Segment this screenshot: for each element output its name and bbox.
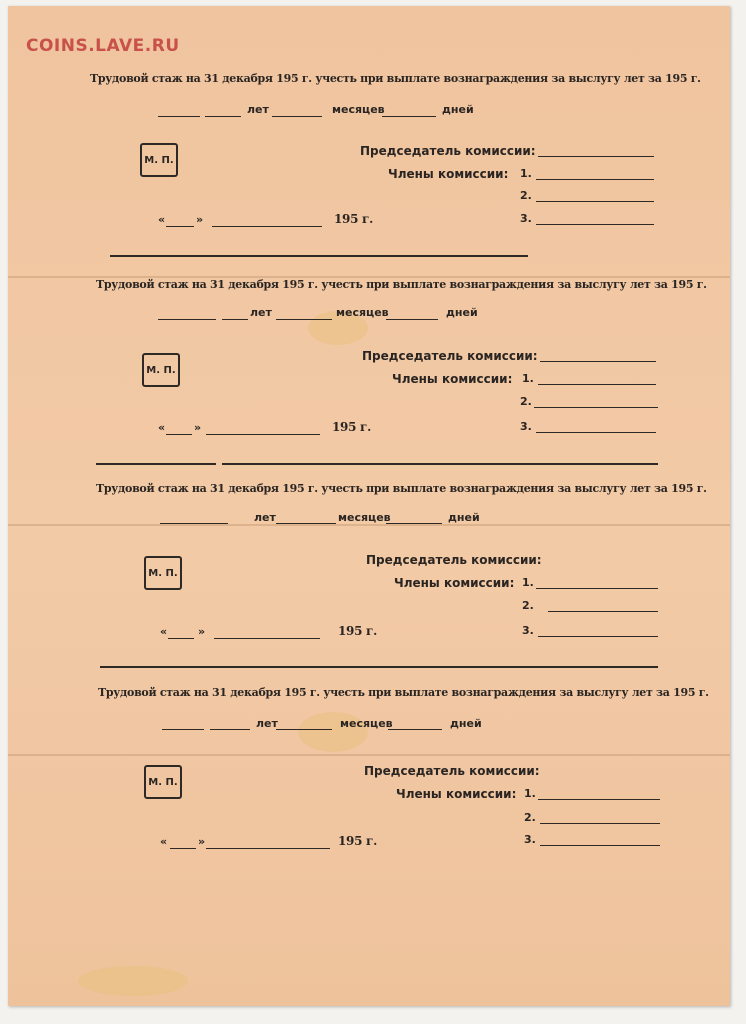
seniority-text: Трудовой стаж на 31 декабря 195 г. учесть при выплате вознаграждения за выслугу лет за 195 г.: [90, 72, 701, 85]
form-block-3: [0, 410, 746, 638]
date-year: 195 г.: [332, 420, 371, 434]
member-2-number: 2.: [522, 599, 534, 612]
members-label: Члены комиссии:: [396, 787, 517, 801]
date-close-quote: »: [194, 421, 202, 434]
years-blank-a: [160, 523, 228, 524]
member-1-line: [538, 384, 656, 385]
form-block-2: [0, 206, 746, 434]
member-2-line: [534, 407, 658, 408]
members-label: Члены комиссии:: [392, 372, 513, 386]
days-blank: [386, 319, 438, 320]
seniority-text: Трудовой стаж на 31 декабря 195 г. учесть при выплате вознаграждения за выслугу лет за 195 г.: [96, 278, 707, 291]
chairman-label: Председатель комиссии:: [366, 553, 542, 567]
member-1-number: 1.: [520, 167, 532, 180]
stamp-box: М. П.: [144, 556, 182, 590]
months-blank: [276, 523, 336, 524]
years-label: лет: [256, 717, 278, 730]
member-2-number: 2.: [520, 395, 532, 408]
chairman-label: Председатель комиссии:: [360, 144, 536, 158]
days-blank: [382, 116, 436, 117]
stamp-box: М. П.: [142, 353, 180, 387]
members-label: Члены комиссии:: [394, 576, 515, 590]
member-2-line: [536, 201, 654, 202]
member-1-line: [536, 179, 654, 180]
stamp-box: М. П.: [144, 765, 182, 799]
years-blank-b: [210, 729, 250, 730]
months-blank: [276, 319, 332, 320]
months-label: месяцев: [340, 717, 393, 730]
member-1-line: [536, 588, 658, 589]
date-open-quote: «: [158, 421, 166, 434]
date-year: 195 г.: [338, 834, 377, 848]
member-2-number: 2.: [520, 189, 532, 202]
chairman-label: Председатель комиссии:: [364, 764, 540, 778]
years-blank-b: [222, 319, 248, 320]
months-blank: [272, 116, 322, 117]
seniority-text: Трудовой стаж на 31 декабря 195 г. учесть при выплате вознаграждения за выслугу лет за 195 г.: [98, 686, 709, 699]
date-year: 195 г.: [338, 624, 377, 638]
date-year: 195 г.: [334, 212, 373, 226]
days-label: дней: [446, 306, 478, 319]
member-3-number: 3.: [522, 624, 534, 637]
member-2-line: [540, 823, 660, 824]
years-blank-a: [158, 116, 200, 117]
days-label: дней: [448, 511, 480, 524]
date-day-blank: [170, 848, 196, 849]
months-label: месяцев: [336, 306, 389, 319]
date-month-blank: [206, 848, 330, 849]
member-3-line: [540, 845, 660, 846]
chairman-label: Председатель комиссии:: [362, 349, 538, 363]
date-close-quote: »: [198, 835, 206, 848]
date-close-quote: »: [198, 625, 206, 638]
member-1-line: [538, 799, 660, 800]
years-label: лет: [254, 511, 276, 524]
years-label: лет: [247, 103, 269, 116]
years-blank-a: [162, 729, 204, 730]
date-open-quote: «: [160, 835, 168, 848]
days-blank: [386, 523, 442, 524]
days-label: дней: [442, 103, 474, 116]
months-label: месяцев: [332, 103, 385, 116]
months-blank: [276, 729, 332, 730]
members-label: Члены комиссии:: [388, 167, 509, 181]
member-3-number: 3.: [520, 212, 532, 225]
days-blank: [388, 729, 442, 730]
seniority-text: Трудовой стаж на 31 декабря 195 г. учесть при выплате вознаграждения за выслугу лет за 195 г.: [96, 482, 707, 495]
member-1-number: 1.: [524, 787, 536, 800]
member-3-number: 3.: [520, 420, 532, 433]
date-open-quote: «: [160, 625, 168, 638]
months-label: месяцев: [338, 511, 391, 524]
stamp-box: М. П.: [140, 143, 178, 177]
member-1-number: 1.: [522, 372, 534, 385]
form-block-1: [0, 0, 746, 226]
member-3-number: 3.: [524, 833, 536, 846]
chairman-signature-line: [540, 361, 656, 362]
years-blank-b: [205, 116, 241, 117]
chairman-signature-line: [538, 156, 654, 157]
days-label: дней: [450, 717, 482, 730]
member-2-line: [548, 611, 658, 612]
watermark-logo: COINS.LAVE.RU: [26, 36, 180, 56]
years-label: лет: [250, 306, 272, 319]
date-open-quote: «: [158, 213, 166, 226]
date-close-quote: »: [196, 213, 204, 226]
member-1-number: 1.: [522, 576, 534, 589]
form-block-4: [0, 614, 746, 848]
member-2-number: 2.: [524, 811, 536, 824]
years-blank-a: [158, 319, 216, 320]
